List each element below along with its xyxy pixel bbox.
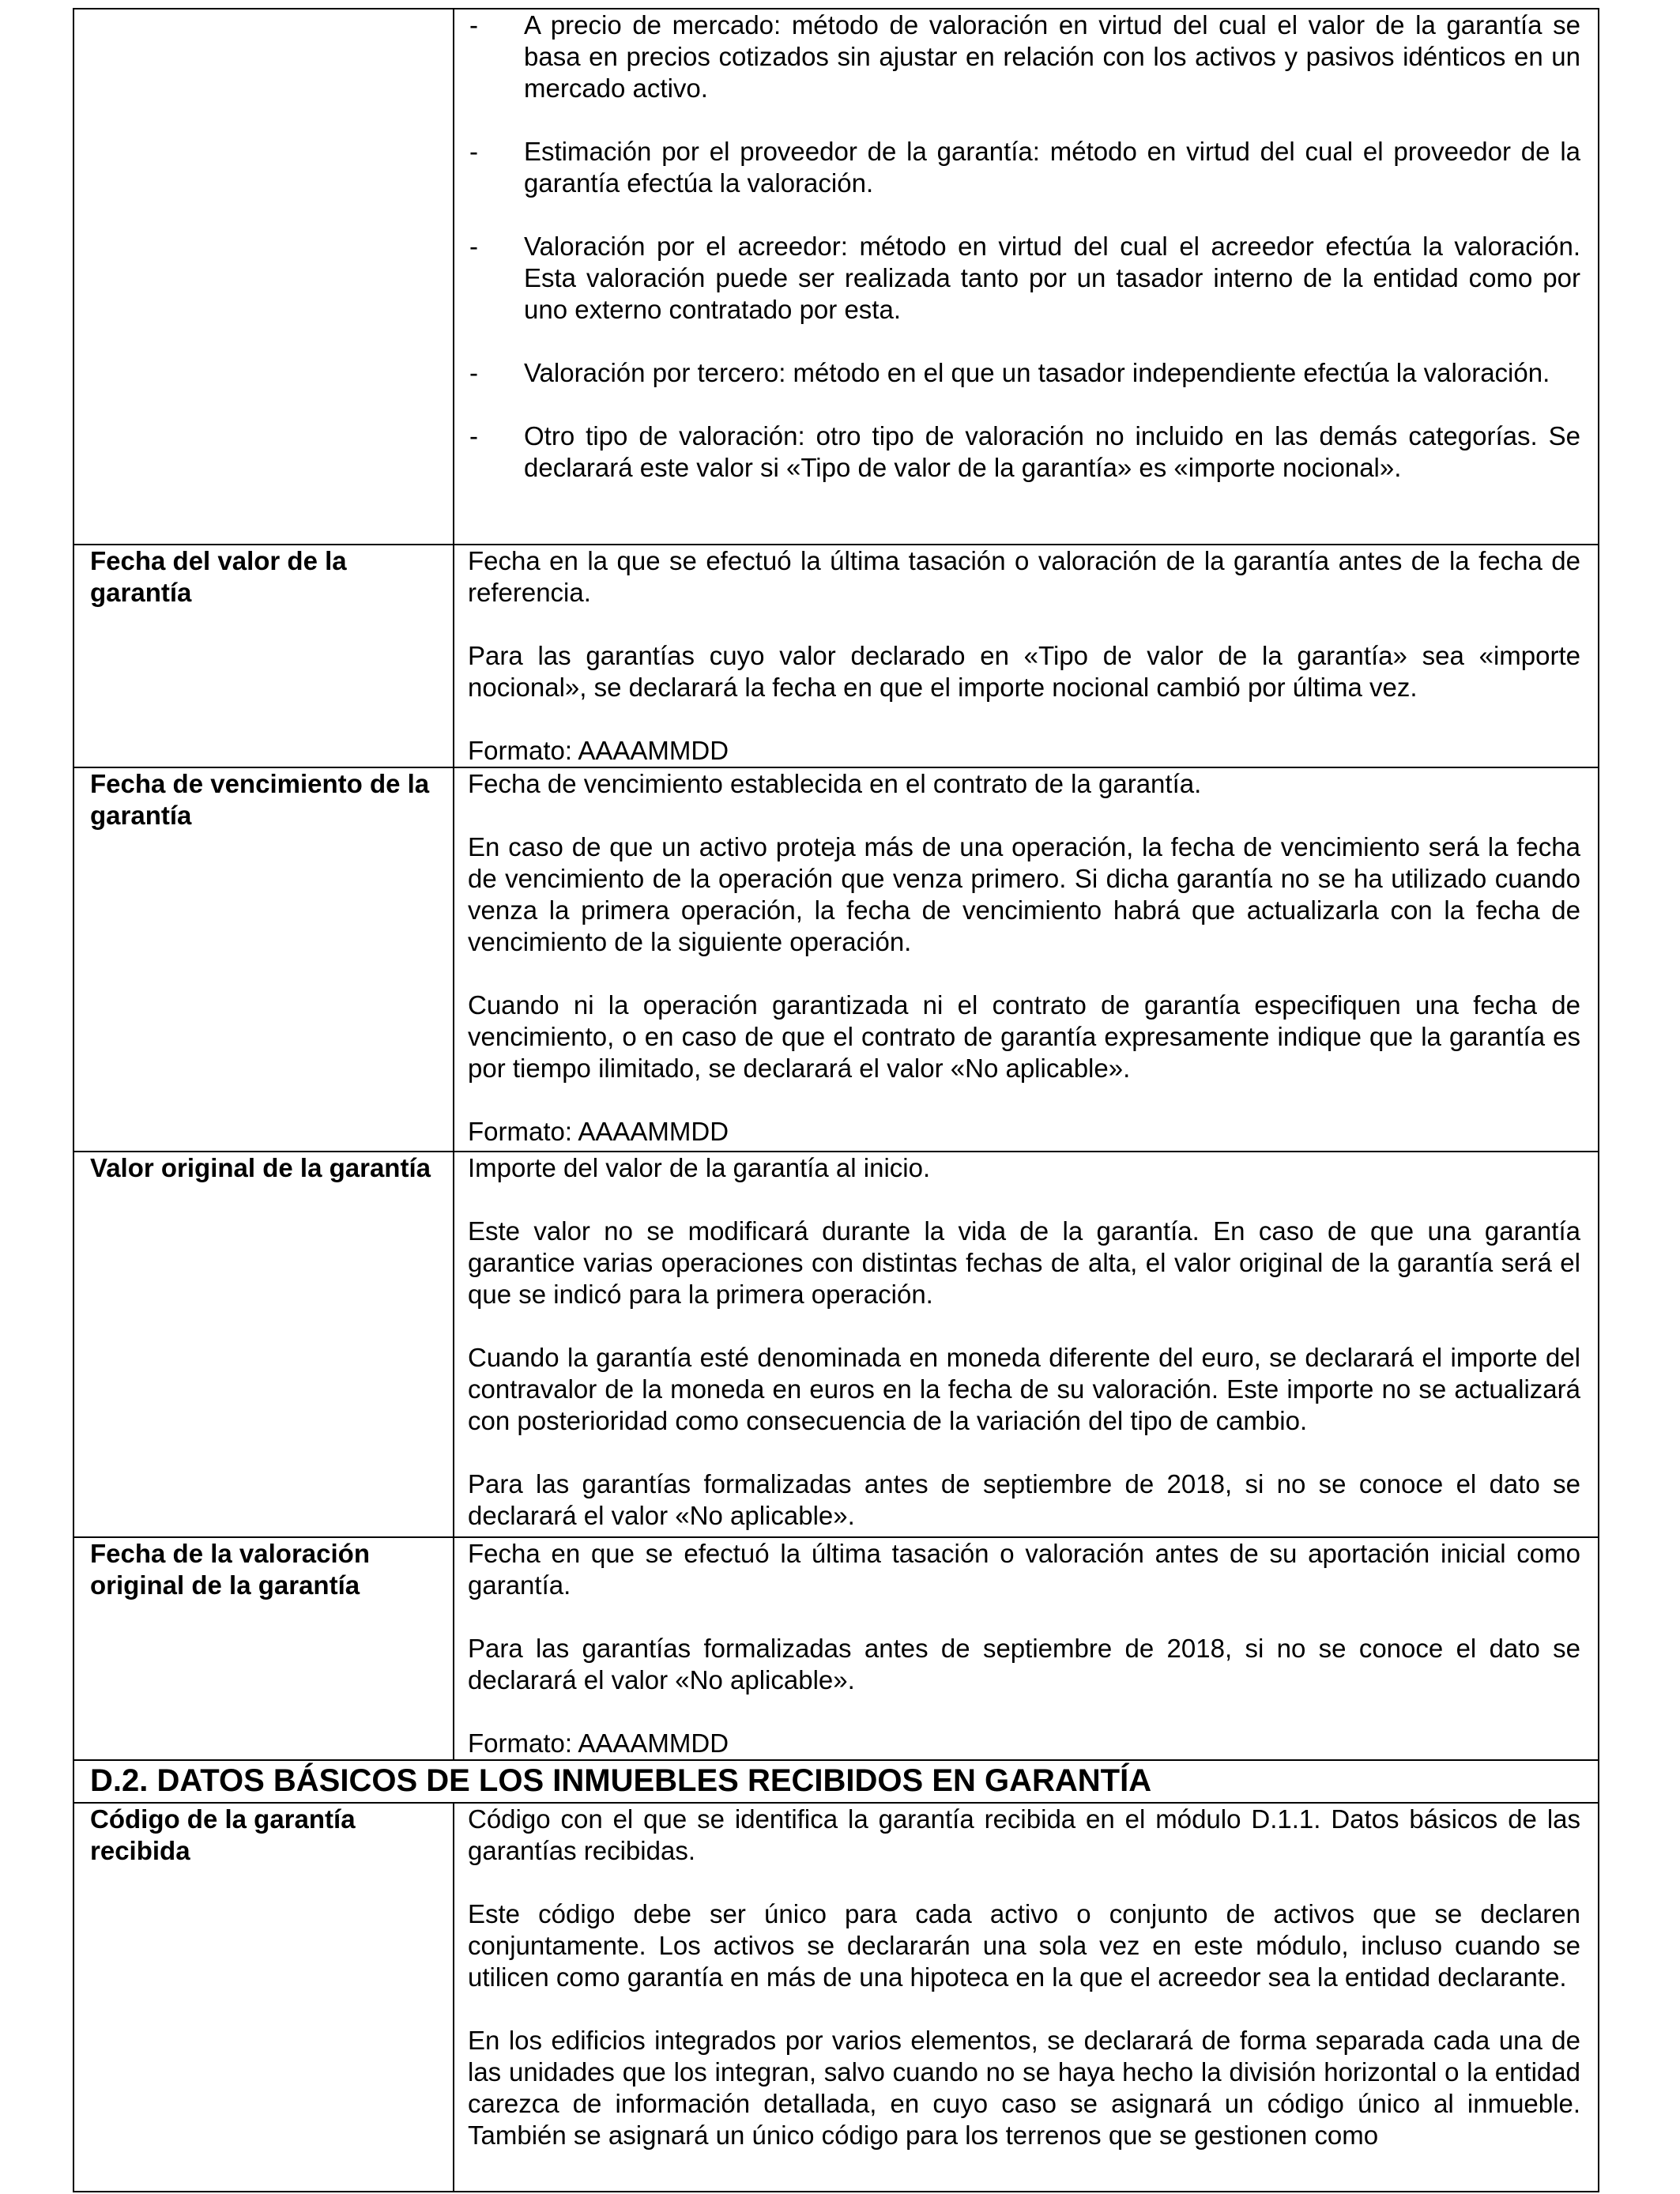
table-row (73, 1152, 1599, 1537)
paragraph: Importe del valor de la garantía al inicio. (468, 1153, 931, 1182)
list-item (468, 9, 1580, 104)
bullet-dash: - (469, 10, 478, 40)
field-label: Fecha de la valoración original de la garantía (73, 1537, 454, 1760)
paragraph: Este valor no se modificará durante la vida de la garantía. En caso de que una garantía garantice varias operaciones con distintas fechas de alta, el valor original de la garantía será el que se indicó para la primera operación. (468, 1216, 1580, 1309)
field-description (454, 545, 1599, 767)
section-heading: D.2. DATOS BÁSICOS DE LOS INMUEBLES RECIBIDOS EN GARANTÍA (73, 1760, 1599, 1803)
list-item-text: Estimación por el proveedor de la garantía: método en virtud del cual el proveedor de la garantía efectúa la valoración. (524, 137, 1580, 198)
paragraph: Cuando ni la operación garantizada ni el contrato de garantía especifiquen una fecha de vencimiento, o en caso de que el contrato de garantía expresamente indique que la garantía es por tiempo ilimitado, se declarará el valor «No aplicable». (468, 990, 1580, 1083)
paragraph: En caso de que un activo proteja más de una operación, la fecha de vencimiento será la fecha de vencimiento de la operación que venza primero. Si dicha garantía no se ha utilizado cuando venza la primera operación, la fecha de vencimiento habrá que actualizarla con la fecha de vencimiento de la siguiente operación. (468, 832, 1580, 956)
field-description (454, 9, 1599, 545)
list-item (468, 136, 1580, 199)
list-item (468, 420, 1580, 484)
field-label-empty (73, 9, 454, 545)
paragraph: En los edificios integrados por varios elementos, se declarará de forma separada cada una de las unidades que los integran, salvo cuando no se haya hecho la división horizontal o la entidad carezca de información detallada, en cuyo caso se asignará un código único al inmueble. También se asignará un único código para los terrenos que se gestionen como (468, 2026, 1580, 2150)
format-note: Formato: AAAAMMDD (468, 1728, 729, 1758)
paragraph: Fecha en que se efectuó la última tasación o valoración antes de su aportación inicial como garantía. (468, 1539, 1580, 1600)
bullet-dash: - (469, 232, 478, 261)
field-description (454, 1803, 1599, 2192)
list-item-text: Valoración por el acreedor: método en virtud del cual el acreedor efectúa la valoración. Esta valoración puede ser realizada tanto por un tasador interno de la entidad como por uno externo contratado por esta. (524, 232, 1580, 324)
bullet-dash: - (469, 137, 478, 166)
table-row (73, 545, 1599, 767)
table-row (73, 1760, 1599, 1803)
table-row (73, 1537, 1599, 1760)
format-note: Formato: AAAAMMDD (468, 1117, 729, 1146)
paragraph: Para las garantías formalizadas antes de septiembre de 2018, si no se conoce el dato se declarará el valor «No aplicable». (468, 1469, 1580, 1530)
field-description (454, 767, 1599, 1152)
paragraph: Este código debe ser único para cada activo o conjunto de activos que se declaren conjuntamente. Los activos se declararán una sola vez en este módulo, incluso cuando se utilicen como garantía en más de una hipoteca en la que el acreedor sea la entidad declarante. (468, 1899, 1580, 1992)
list-item-text: Valoración por tercero: método en el que un tasador independiente efectúa la valoración. (524, 358, 1550, 387)
bullet-dash: - (469, 358, 478, 387)
paragraph: Para las garantías formalizadas antes de septiembre de 2018, si no se conoce el dato se declarará el valor «No aplicable». (468, 1634, 1580, 1695)
table-row (73, 9, 1599, 545)
table-row (73, 1803, 1599, 2192)
list-item-text: A precio de mercado: método de valoración en virtud del cual el valor de la garantía se basa en precios cotizados sin ajustar en relación con los activos y pasivos idénticos en un mercado activo. (524, 10, 1580, 103)
list-item (468, 231, 1580, 326)
paragraph: Fecha en la que se efectuó la última tasación o valoración de la garantía antes de la fecha de referencia. (468, 546, 1580, 607)
bullet-dash: - (469, 421, 478, 450)
field-label: Código de la garantía recibida (73, 1803, 454, 2192)
field-label: Fecha del valor de la garantía (73, 545, 454, 767)
list-item (468, 357, 1580, 389)
table-row (73, 767, 1599, 1152)
definitions-table (73, 8, 1599, 2192)
paragraph: Fecha de vencimiento establecida en el contrato de la garantía. (468, 769, 1202, 798)
format-note: Formato: AAAAMMDD (468, 736, 729, 765)
paragraph: Código con el que se identifica la garantía recibida en el módulo D.1.1. Datos básicos de las garantías recibidas. (468, 1804, 1580, 1865)
field-description (454, 1537, 1599, 1760)
field-label: Fecha de vencimiento de la garantía (73, 767, 454, 1152)
field-description (454, 1152, 1599, 1537)
paragraph: Cuando la garantía esté denominada en moneda diferente del euro, se declarará el importe del contravalor de la moneda en euros en la fecha de su valoración. Este importe no se actualizará con posterioridad como consecuencia de la variación del tipo de cambio. (468, 1343, 1580, 1435)
list-item-text: Otro tipo de valoración: otro tipo de valoración no incluido en las demás categorías. Se declarará este valor si «Tipo de valor de la garantía» es «importe nocional». (524, 421, 1580, 482)
paragraph: Para las garantías cuyo valor declarado en «Tipo de valor de la garantía» sea «importe nocional», se declarará la fecha en que el importe nocional cambió por última vez. (468, 641, 1580, 702)
field-label: Valor original de la garantía (73, 1152, 454, 1537)
